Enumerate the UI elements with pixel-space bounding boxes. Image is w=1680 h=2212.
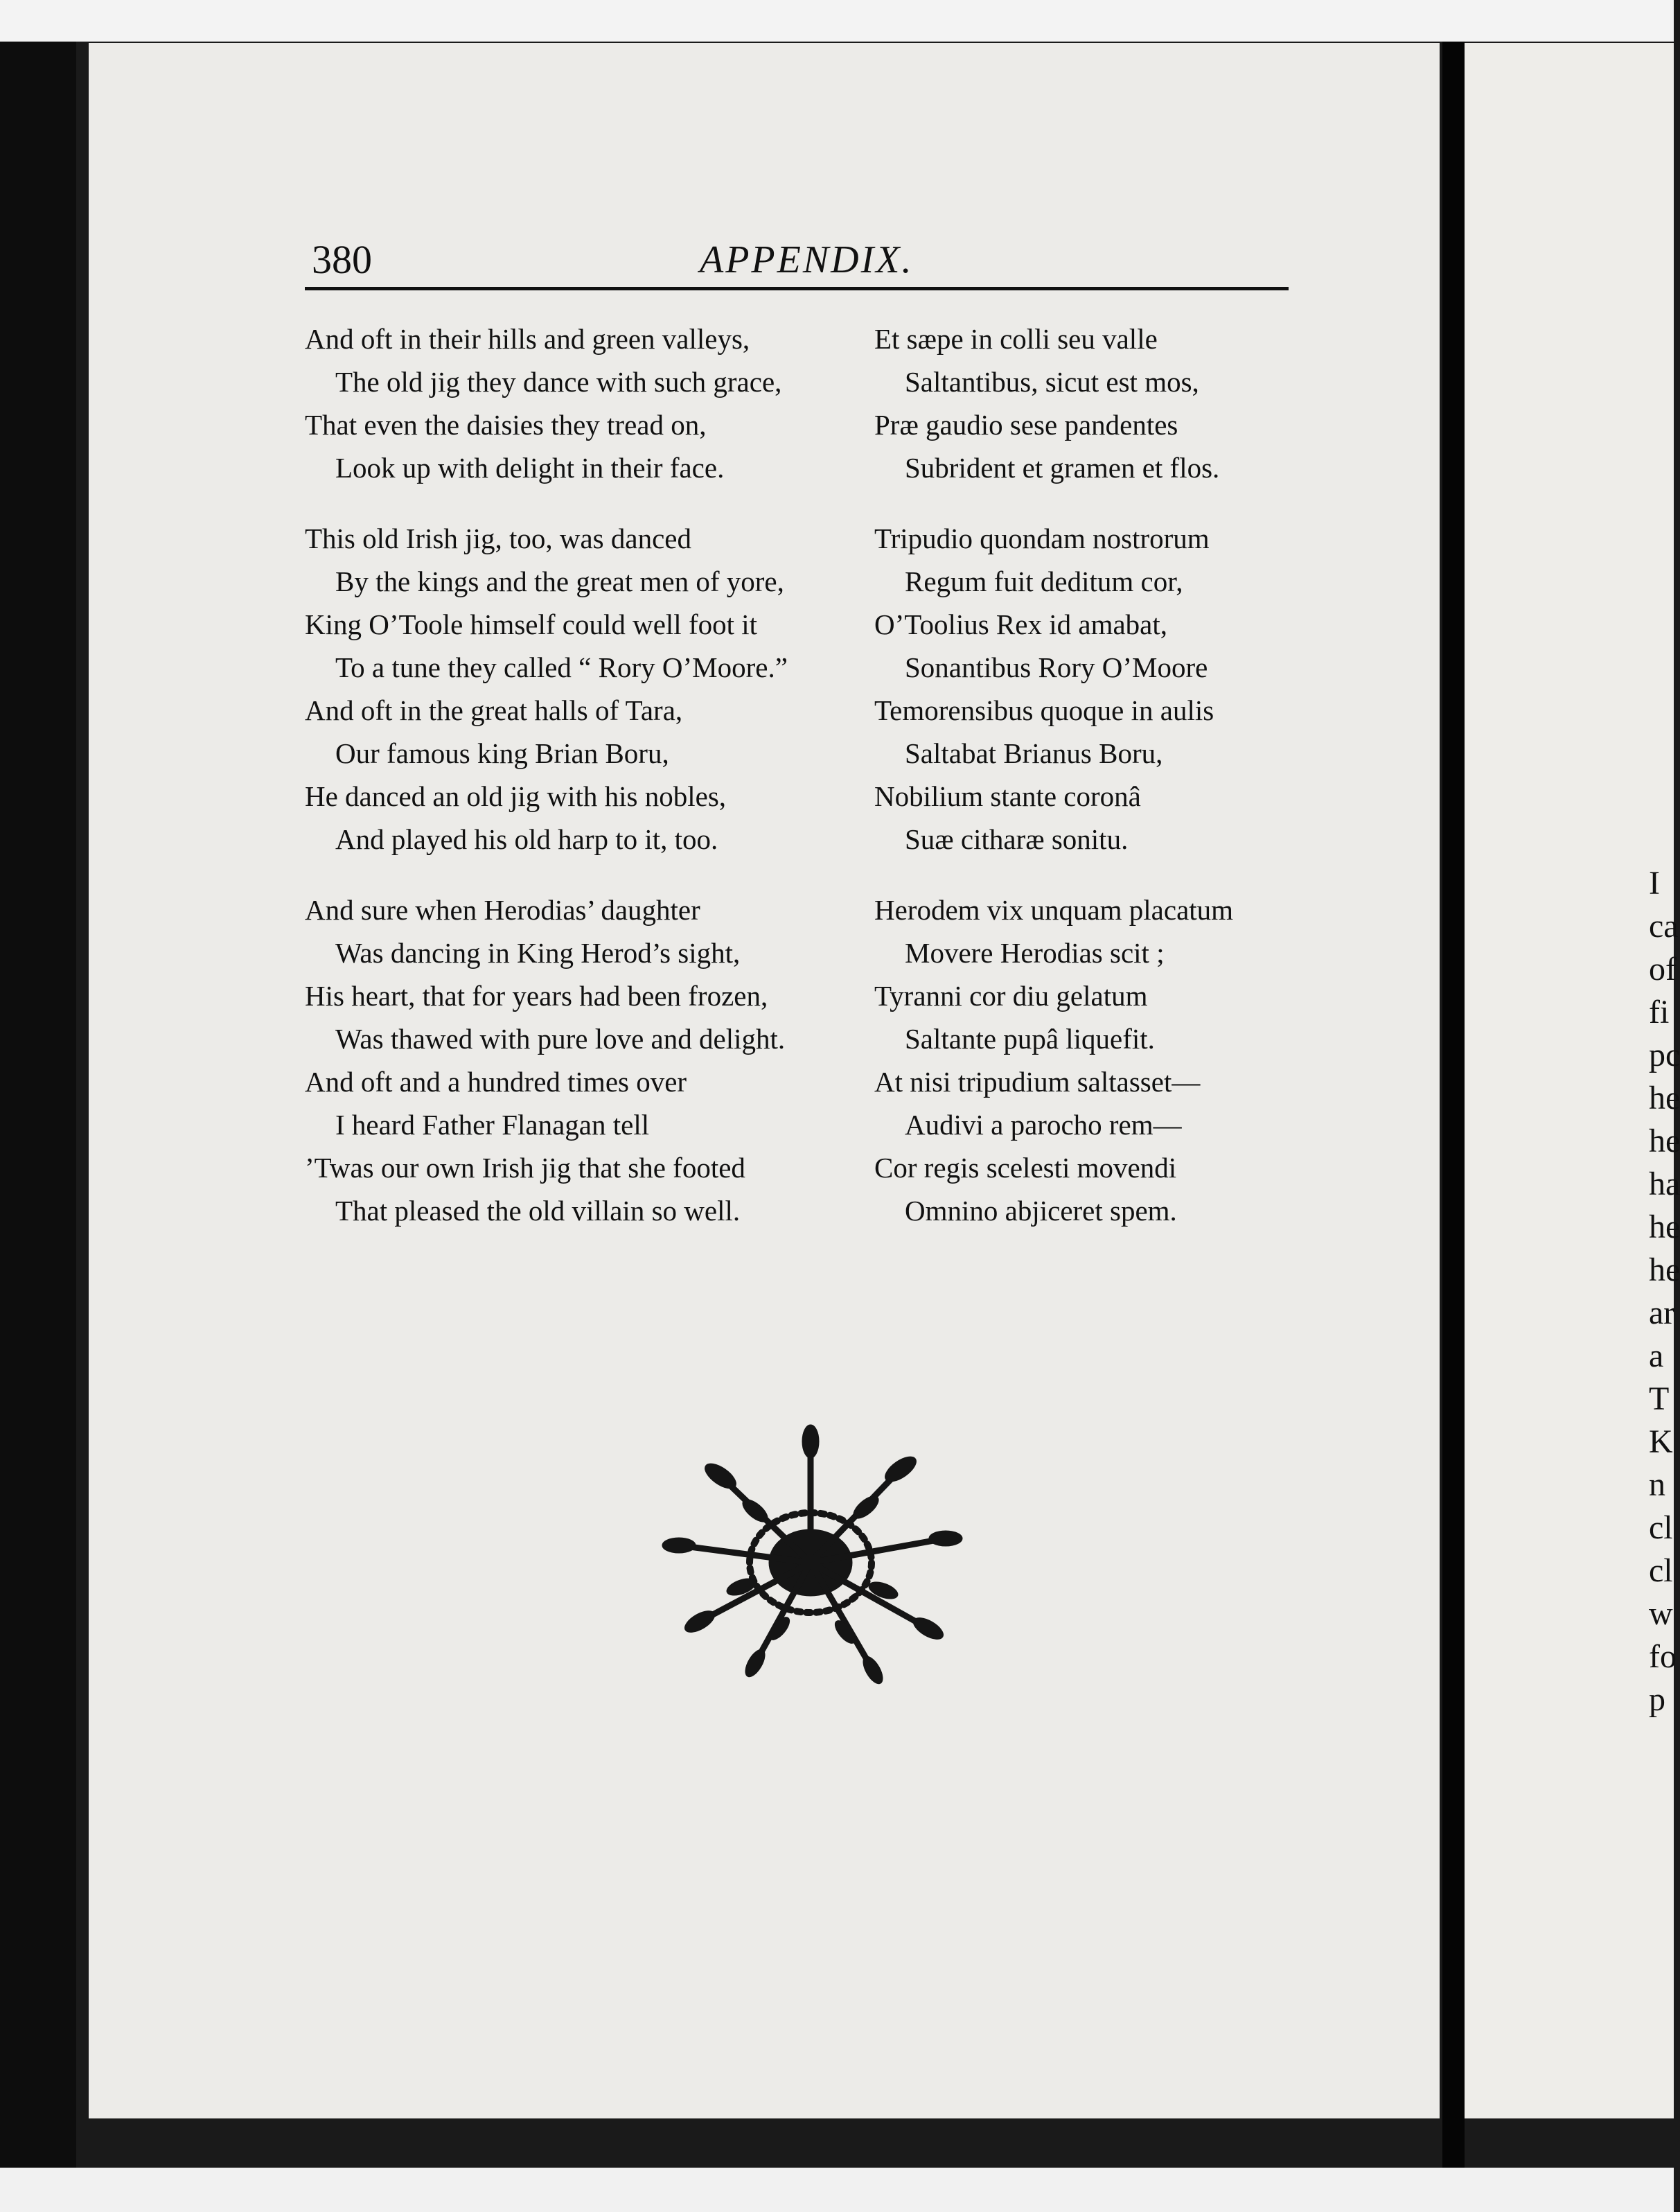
facing-page-line-fragment: ar (1649, 1294, 1675, 1331)
english-verse-line: And sure when Herodias’ daughter (305, 894, 700, 926)
latin-verse-line: Temorensibus quoque in aulis (874, 694, 1214, 726)
latin-verse-line: Tyranni cor diu gelatum (874, 980, 1148, 1012)
latin-verse-stanza (874, 888, 1318, 1232)
english-verse-line: And played his old harp to it, too. (335, 823, 718, 855)
english-verse-line: The old jig they dance with such grace, (335, 366, 782, 398)
facing-page-line-fragment: pc (1649, 1037, 1680, 1073)
english-verse-line: That even the daisies they tread on, (305, 409, 707, 441)
english-poem-column (305, 317, 859, 1260)
english-verse-stanza (305, 517, 859, 861)
book-gutter (1442, 42, 1465, 2168)
latin-verse-stanza (874, 517, 1318, 861)
english-verse-line: His heart, that for years had been frozen, (305, 980, 768, 1012)
scan-border-bottom (0, 2168, 1674, 2212)
latin-verse-line: Audivi a parocho rem— (905, 1109, 1182, 1141)
latin-verse-line: Regum fuit deditum cor, (905, 565, 1183, 597)
facing-page-line-fragment: I (1649, 865, 1660, 902)
latin-verse-line: Saltabat Brianus Boru, (905, 737, 1163, 769)
facing-page-line-fragment: fo (1649, 1638, 1677, 1675)
latin-verse-line: Cor regis scelesti movendi (874, 1152, 1177, 1184)
facing-page-line-fragment: he (1649, 1080, 1680, 1116)
english-verse-line: And oft and a hundred times over (305, 1066, 687, 1098)
facing-page-line-fragment: he (1649, 1123, 1680, 1159)
latin-verse-line: O’Toolius Rex id amabat, (874, 608, 1167, 640)
english-verse-line: And oft in their hills and green valleys, (305, 323, 750, 355)
latin-verse-line: At nisi tripudium saltasset— (874, 1066, 1201, 1098)
facing-page-line-fragment: of (1649, 951, 1677, 988)
facing-page-line-fragment: cl (1649, 1509, 1673, 1546)
scan-border-top (0, 0, 1674, 42)
scan-border-left (0, 42, 76, 2168)
english-verse-line: I heard Father Flanagan tell (335, 1109, 650, 1141)
latin-verse-line: Saltante pupâ liquefit. (905, 1023, 1155, 1055)
latin-verse-line: Subrident et gramen et flos. (905, 452, 1220, 484)
facing-page-line-fragment: w (1649, 1595, 1673, 1632)
latin-verse-line: Et sæpe in colli seu valle (874, 323, 1158, 355)
english-verse-stanza (305, 888, 859, 1232)
latin-verse-line: Tripudio quondam nostrorum (874, 523, 1210, 554)
english-verse-line: By the kings and the great men of yore, (335, 565, 784, 597)
latin-verse-line: Suæ citharæ sonitu. (905, 823, 1129, 855)
facing-page-line-fragment: he (1649, 1209, 1680, 1245)
english-verse-line: Was thawed with pure love and delight. (335, 1023, 786, 1055)
facing-page-line-fragment: ha (1649, 1166, 1680, 1202)
latin-verse-line: Omnino abjiceret spem. (905, 1195, 1177, 1227)
latin-verse-line: Sonantibus Rory O’Moore (905, 651, 1208, 683)
facing-page-line-fragment: n (1649, 1466, 1665, 1503)
english-verse-line: Was dancing in King Herod’s sight, (335, 937, 741, 969)
english-verse-line: Our famous king Brian Boru, (335, 737, 669, 769)
english-verse-line: And oft in the great halls of Tara, (305, 694, 683, 726)
header-rule (305, 287, 1289, 290)
page-number: 380 (312, 237, 372, 282)
english-verse-line: King O’Toole himself could well foot it (305, 608, 758, 640)
english-verse-line: Look up with delight in their face. (335, 452, 725, 484)
latin-verse-line: Saltantibus, sicut est mos, (905, 366, 1199, 398)
facing-page-line-fragment: cl (1649, 1552, 1673, 1589)
latin-verse-line: Herodem vix unquam placatum (874, 894, 1234, 926)
facing-page-line-fragment: he (1649, 1252, 1680, 1288)
english-verse-line: That pleased the old villain so well. (335, 1195, 741, 1227)
english-verse-line: To a tune they called “ Rory O’Moore.” (335, 651, 788, 683)
floral-tailpiece-icon (637, 1414, 984, 1698)
latin-poem-column (874, 317, 1318, 1260)
facing-page-line-fragment: K (1649, 1423, 1673, 1460)
latin-verse-line: Præ gaudio sese pandentes (874, 409, 1178, 441)
facing-page-edge (1465, 43, 1674, 2118)
latin-verse-line: Movere Herodias scit ; (905, 937, 1165, 969)
english-verse-stanza (305, 317, 859, 489)
page-header (312, 229, 1289, 291)
english-verse-line: This old Irish jig, too, was danced (305, 523, 691, 554)
english-verse-line: ’Twas our own Irish jig that she footed (305, 1152, 745, 1184)
facing-page-line-fragment: p (1649, 1681, 1665, 1718)
facing-page-line-fragment: T (1649, 1380, 1670, 1417)
running-head: APPENDIX. (700, 238, 914, 281)
latin-verse-line: Nobilium stante coronâ (874, 780, 1141, 812)
facing-page-line-fragment: fi (1649, 994, 1670, 1030)
facing-page-line-fragment: a (1649, 1337, 1664, 1374)
english-verse-line: He danced an old jig with his nobles, (305, 780, 727, 812)
facing-page-line-fragment: ca (1649, 908, 1679, 945)
latin-verse-stanza (874, 317, 1318, 489)
